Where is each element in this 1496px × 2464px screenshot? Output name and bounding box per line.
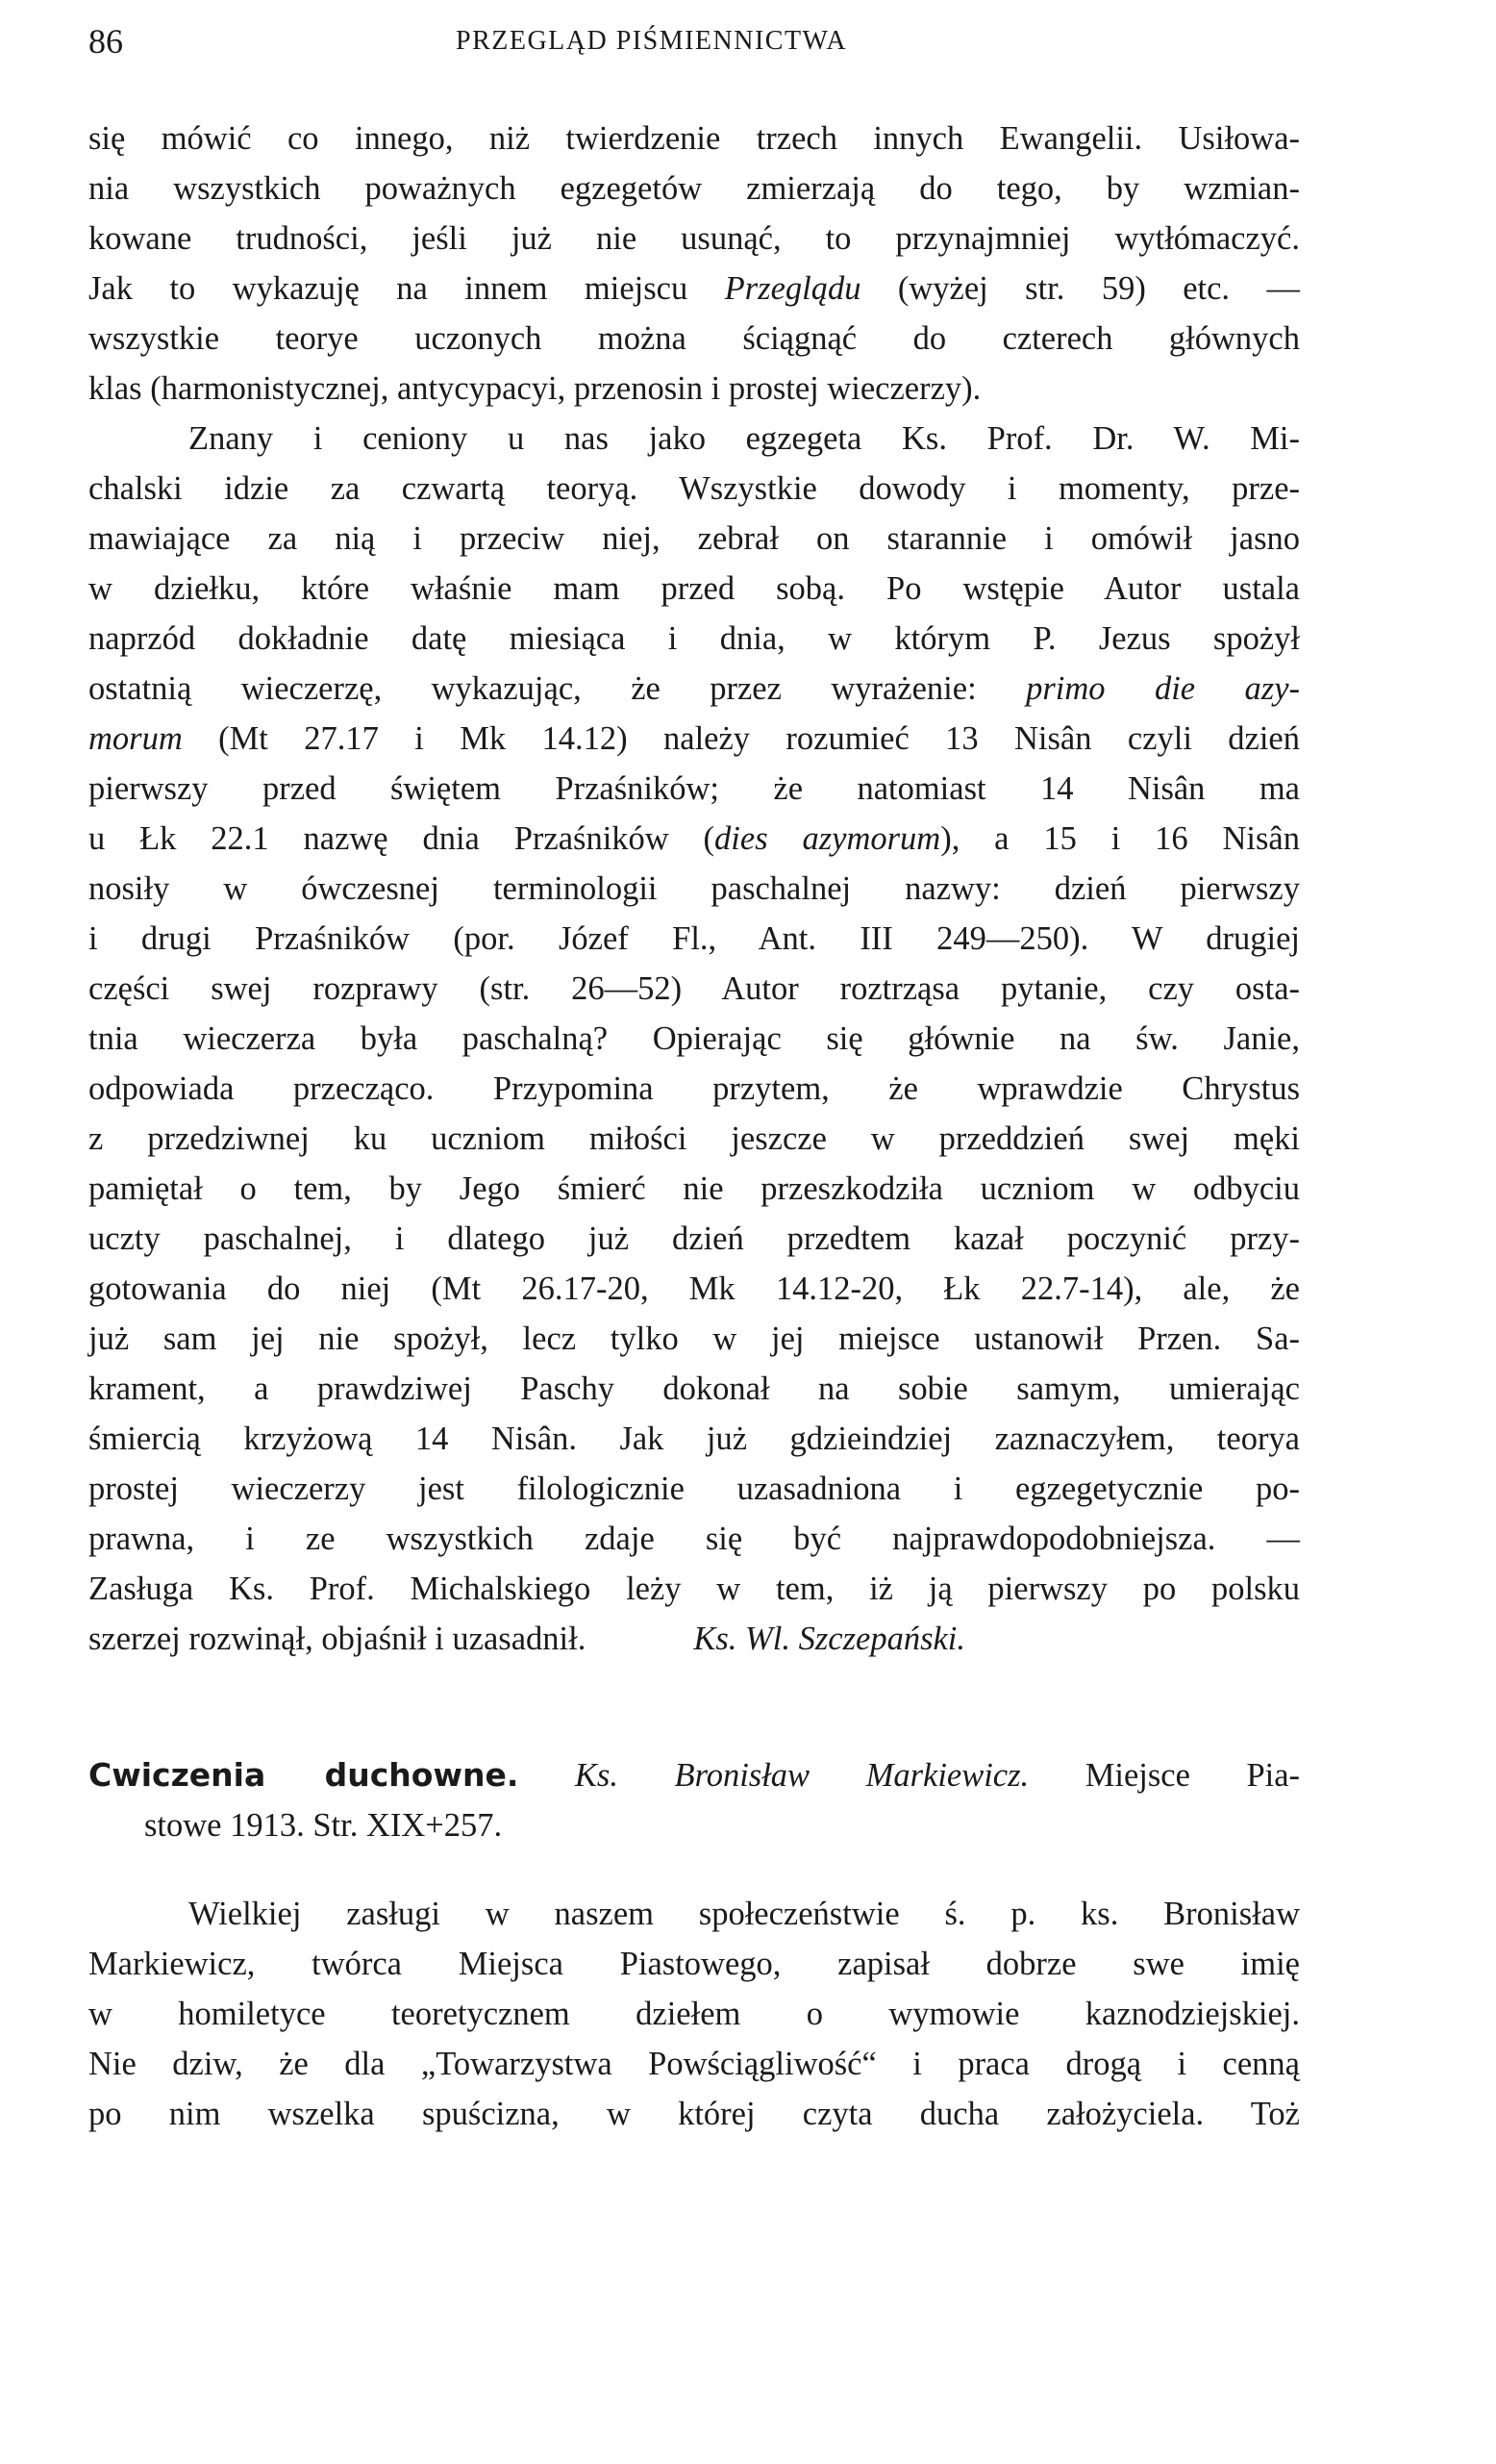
text-segment: szerzej rozwinął, objaśnił i uzasadnił. <box>88 1621 586 1657</box>
text-line: prostej wieczerzy jest filologicznie uzasadniona i egzegetycznie po- <box>88 1471 1300 1507</box>
review-body-text <box>88 1889 1300 2139</box>
paragraph-first-line: Znany i ceniony u nas jako egzegeta Ks. Prof. Dr. W. Mi- <box>188 420 1300 457</box>
publication-place: Miejsce Pia- <box>1029 1757 1301 1794</box>
text-line: kowane trudności, jeśli już nie usunąć, to przynajmniej wytłómaczyć. <box>88 220 1300 257</box>
text-line: wszystkie teorye uczonych można ściągnąć do czterech głównych <box>88 320 1300 357</box>
text-line: nosiły w ówczesnej terminologii paschalnej nazwy: dzień pierwszy <box>88 870 1300 907</box>
text-line: śmiercią krzyżową 14 Nisân. Jak już gdzieindziej zaznaczyłem, teorya <box>88 1421 1300 1457</box>
reviewer-signature: Ks. Wl. Szczepański. <box>693 1621 966 1657</box>
text-line: nia wszystkich poważnych egzegetów zmierzają do tego, by wzmian- <box>88 170 1300 207</box>
text-line: mawiające za nią i przeciw niej, zebrał on starannie i omówił jasno <box>88 520 1300 557</box>
page-header <box>88 17 1338 65</box>
text-line: części swej rozprawy (str. 26—52) Autor roztrząsa pytanie, czy osta- <box>88 970 1300 1007</box>
italic-journal-title: Przeglądu <box>724 270 861 307</box>
paragraph-first-line: Wielkiej zasługi w naszem społeczeństwie ś. p. ks. Bronisław <box>188 1896 1300 1932</box>
text-segment: u Łk 22.1 nazwę dnia Przaśników ( <box>88 820 715 857</box>
text-line: naprzód dokładnie datę miesiąca i dnia, w którym P. Jezus spożył <box>88 620 1300 657</box>
text-line: Markiewicz, twórca Miejsca Piastowego, zapisał dobrze swe imię <box>88 1946 1300 1982</box>
text-segment: (Mt 27.17 i Mk 14.12) należy rozumieć 13 Nisân czyli dzień <box>182 720 1300 757</box>
text-line: Nie dziw, że dla „Towarzystwa Powściągliwość“ i praca drogą i cenną <box>88 2046 1300 2082</box>
text-line: Zasługa Ks. Prof. Michalskiego leży w tem, iż ją pierwszy po polsku <box>88 1571 1300 1607</box>
text-line: w dziełku, które właśnie mam przed sobą. Po wstępie Autor ustala <box>88 570 1300 607</box>
text-line: już sam jej nie spożył, lecz tylko w jej miejsce ustanowił Przen. Sa- <box>88 1320 1300 1357</box>
text-line <box>88 814 1300 864</box>
text-line: z przedziwnej ku uczniom miłości jeszcze w przeddzień swej męki <box>88 1120 1300 1157</box>
review-heading <box>88 1750 1300 1850</box>
text-line: klas (harmonistycznej, antycypacyi, przenosin i prostej wieczerzy). <box>88 370 982 407</box>
text-line: tnia wieczerza była paschalną? Opierając się głównie na św. Janie, <box>88 1020 1300 1057</box>
text-line: chalski idzie za czwartą teoryą. Wszystkie dowody i momenty, prze- <box>88 470 1300 507</box>
review-body-text <box>88 113 1300 1664</box>
text-line <box>88 1614 1300 1664</box>
book-title: Cwiczenia duchowne. <box>88 1756 519 1794</box>
text-line <box>88 664 1300 714</box>
text-segment: (wyżej str. 59) etc. — <box>860 270 1300 307</box>
text-segment: ), a 15 i 16 Nisân <box>940 820 1300 857</box>
page-number: 86 <box>88 22 123 61</box>
text-segment: Jak to wykazuję na innem miejscu <box>88 270 725 307</box>
text-line: pierwszy przed świętem Przaśników; że natomiast 14 Nisân ma <box>88 770 1300 807</box>
text-line: prawna, i ze wszystkich zdaje się być najprawdopodobniejsza. — <box>88 1521 1300 1557</box>
text-line: uczty paschalnej, i dlatego już dzień przedtem kazał poczynić przy- <box>88 1220 1300 1257</box>
text-line: krament, a prawdziwej Paschy dokonał na sobie samym, umierając <box>88 1370 1300 1407</box>
text-line <box>88 264 1300 314</box>
text-line: pamiętał o tem, by Jego śmierć nie przeszkodziła uczniom w odbyciu <box>88 1170 1300 1207</box>
text-line: w homiletyce teoretycznem dziełem o wymowie kaznodziejskiej. <box>88 1996 1300 2032</box>
running-head: PRZEGLĄD PIŚMIENNICTWA <box>456 26 848 56</box>
publication-details: stowe 1913. Str. XIX+257. <box>144 1807 503 1844</box>
text-line: się mówić co innego, niż twierdzenie trzech innych Ewangelii. Usiłowa- <box>88 120 1300 157</box>
text-line: odpowiada przecząco. Przypomina przytem, że wprawdzie Chrystus <box>88 1070 1300 1107</box>
italic-latin-phrase: primo die azy- <box>1026 670 1300 707</box>
book-author: Ks. Bronisław Markiewicz. <box>574 1757 1030 1794</box>
text-line: i drugi Przaśników (por. Józef Fl., Ant. III 249—250). W drugiej <box>88 920 1300 957</box>
text-line: gotowania do niej (Mt 26.17-20, Mk 14.12-20, Łk 22.7-14), ale, że <box>88 1270 1300 1307</box>
italic-latin-phrase: dies azymorum <box>714 820 941 857</box>
heading-line <box>88 1750 1300 1800</box>
text-line <box>88 714 1300 764</box>
text-line: po nim wszelka spuścizna, w której czyta ducha założyciela. Toż <box>88 2096 1300 2132</box>
italic-latin-phrase: morum <box>88 720 183 757</box>
text-segment: ostatnią wieczerzę, wykazując, że przez wyrażenie: <box>88 670 1027 707</box>
